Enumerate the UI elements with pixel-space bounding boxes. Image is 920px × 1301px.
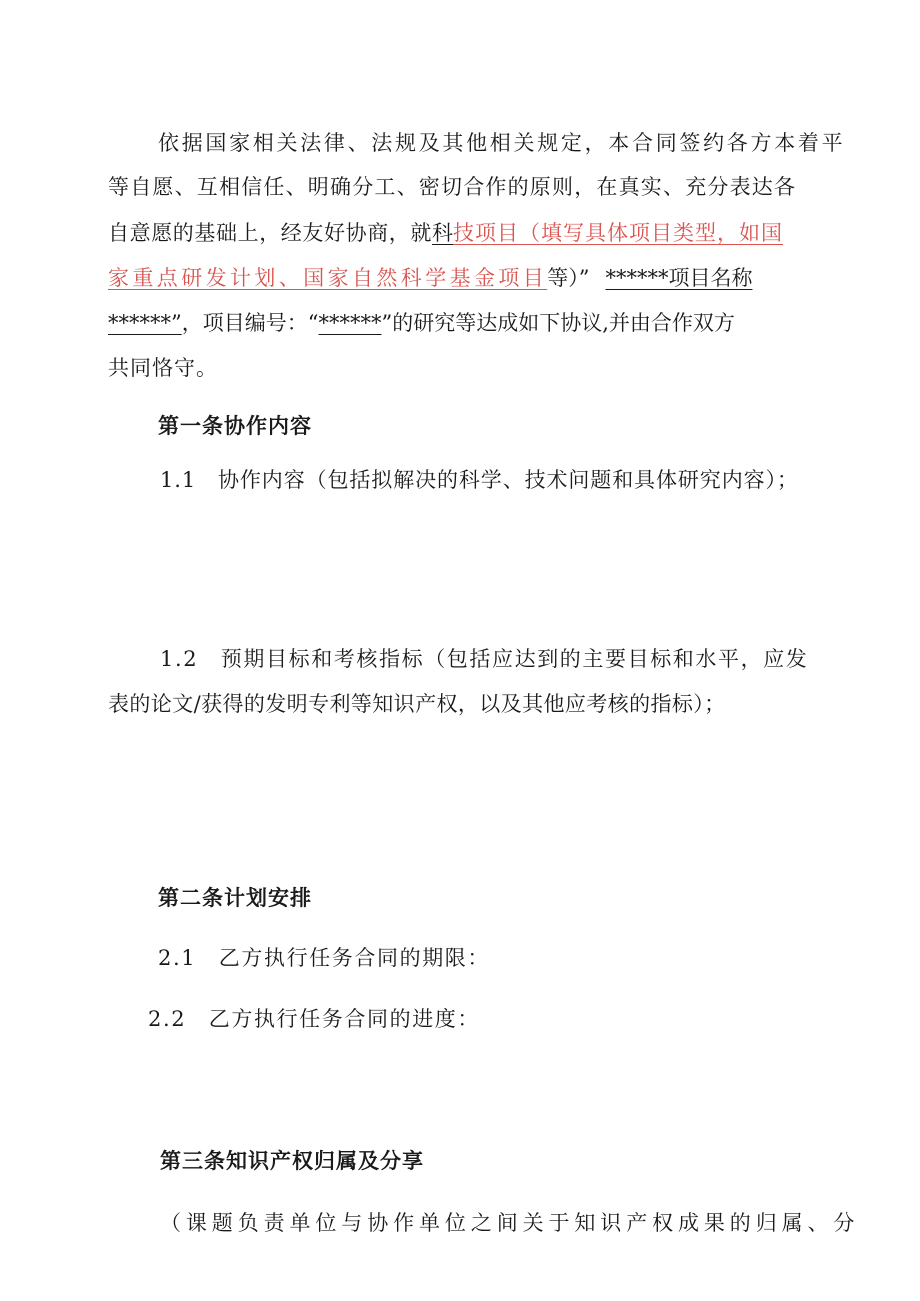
preamble-text: 共同恪守。 <box>108 356 218 380</box>
project-type-placeholder: 技项目（填写具体项目类型，如国 <box>453 221 783 245</box>
section-1-item-2-continued: 表的论文/获得的发明专利等知识产权，以及其他应考核的指标）； <box>108 692 726 716</box>
project-type-example: 家重点研发计划、国家自然科学基金项目 <box>108 266 548 290</box>
preamble-text: ，项目编号：“ <box>181 311 319 335</box>
project-type-underlined-char: 科 <box>432 221 453 245</box>
section-2-title: 第二条计划安排 <box>158 886 312 910</box>
section-1-title: 第一条协作内容 <box>158 414 312 438</box>
preamble-text: 依据国家相关法律、法规及其他相关规定，本合同签约各方本着平 <box>158 131 846 155</box>
preamble-text: 等自愿、互相信任、明确分工、密切合作的原则，在真实、充分表达各 <box>108 175 797 199</box>
preamble-text: ”的研究等达成如下协议,并由合作双方 <box>381 311 735 335</box>
preamble-line <box>108 263 826 293</box>
preamble-text: 自意愿的基础上，经友好协商，就 <box>108 221 432 245</box>
project-name-placeholder-end: ******” <box>108 311 182 335</box>
preamble-line <box>108 308 735 338</box>
section-3-title: 第三条知识产权归属及分享 <box>160 1149 424 1173</box>
project-name-placeholder: ******项目名称 <box>605 266 753 290</box>
section-1-item-2: 1.2 预期目标和考核指标（包括应达到的主要目标和水平，应发 <box>160 647 809 671</box>
section-1-item-1: 1.1 协作内容（包括拟解决的科学、技术问题和具体研究内容）； <box>160 468 799 492</box>
section-2-item-2: 2.2 乙方执行任务合同的进度： <box>148 1007 480 1031</box>
preamble-line <box>108 218 826 248</box>
project-number-placeholder: ****** <box>318 311 382 335</box>
section-3-intro: （课题负责单位与协作单位之间关于知识产权成果的归属、分 <box>160 1211 860 1235</box>
preamble-line <box>108 353 218 383</box>
section-2-item-1: 2.1 乙方执行任务合同的期限： <box>158 946 490 970</box>
preamble-line <box>108 172 796 202</box>
preamble-line <box>158 128 845 158</box>
preamble-text: 等）” <box>547 266 590 290</box>
